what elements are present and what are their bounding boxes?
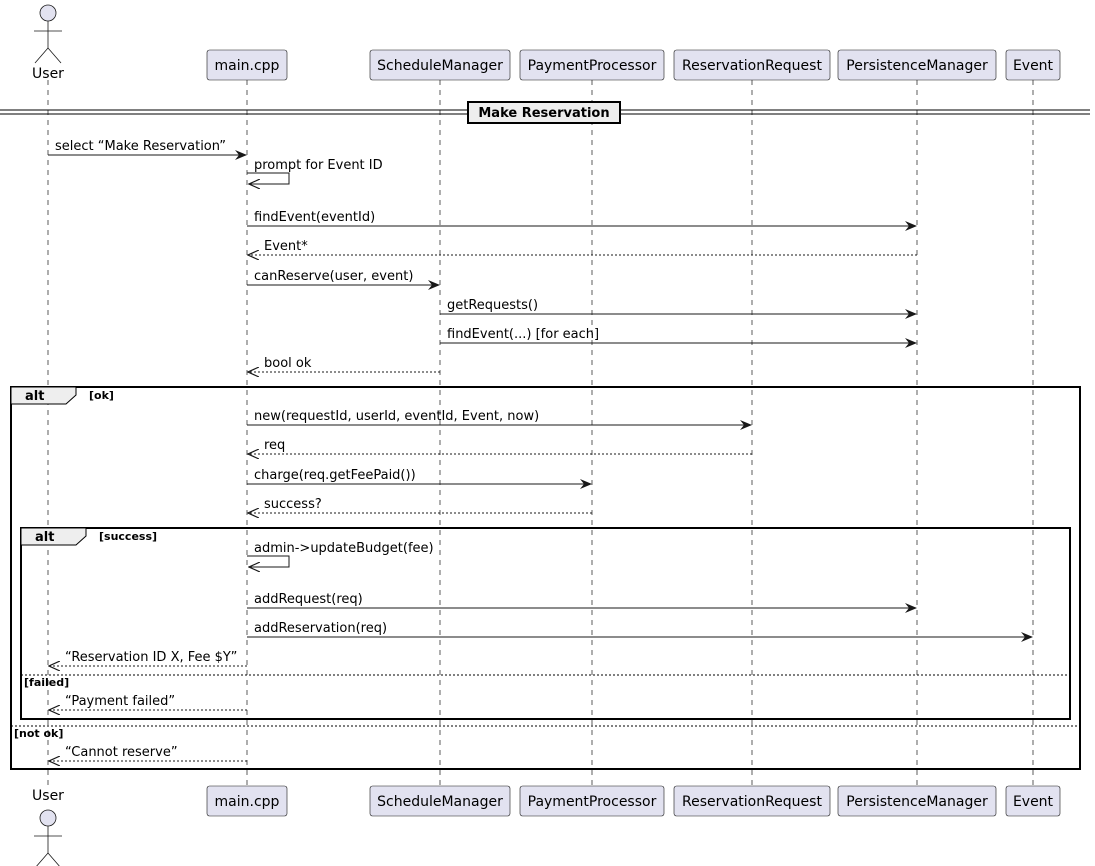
- message-4: [248, 239, 917, 255]
- alt-fragment-ok-keyword: alt: [25, 389, 45, 404]
- alt-fragment-ok-else-guard: [not ok]: [14, 727, 64, 740]
- message-label: canReserve(user, event): [254, 269, 414, 284]
- participant-label-event-top: Event: [1012, 58, 1054, 74]
- alt-fragment-success-else-guard: [failed]: [24, 676, 70, 689]
- message-label: “Cannot reserve”: [65, 745, 178, 760]
- participant-label-user-top: User: [32, 66, 64, 82]
- participant-label-main-bottom: main.cpp: [214, 794, 280, 810]
- message-label: admin->updateBudget(fee): [254, 541, 434, 556]
- message-label: new(requestId, userId, eventId, Event, now): [254, 409, 540, 424]
- participant-label-event-bottom: Event: [1012, 794, 1054, 810]
- message-label: success?: [264, 497, 322, 512]
- message-label: addRequest(req): [254, 592, 363, 607]
- actor-head: [40, 810, 56, 826]
- alt-fragment-ok-guard: [ok]: [89, 389, 114, 402]
- message-10: [248, 438, 752, 454]
- alt-fragment-success-frame: [21, 528, 1070, 719]
- divider-label: Make Reservation: [478, 106, 610, 121]
- actor-leg-right: [48, 48, 61, 63]
- message-arrow: [247, 556, 289, 567]
- message-6: [440, 298, 916, 314]
- message-16: [49, 650, 247, 666]
- message-label: charge(req.getFeePaid()): [254, 468, 416, 483]
- actor-leg-left: [35, 853, 48, 866]
- actor-user-top: [34, 5, 62, 63]
- message-14: [247, 592, 916, 608]
- message-label: findEvent(...) [for each]: [447, 327, 600, 342]
- message-13: [247, 541, 434, 567]
- participant-label-persist-top: PersistenceManager: [846, 58, 988, 74]
- message-11: [247, 468, 591, 484]
- participant-label-sched-top: ScheduleManager: [377, 58, 503, 74]
- message-label: bool ok: [264, 356, 312, 371]
- participant-label-pay-bottom: PaymentProcessor: [527, 794, 657, 810]
- actor-head: [40, 5, 56, 21]
- message-arrow: [247, 173, 289, 184]
- lifelines: [48, 80, 1033, 786]
- alt-fragment-success-keyword: alt: [35, 530, 55, 545]
- message-5: [247, 269, 439, 285]
- message-1: [48, 139, 246, 155]
- message-label: findEvent(eventId): [254, 210, 376, 225]
- message-label: addReservation(req): [254, 621, 388, 636]
- message-2: [247, 158, 383, 184]
- alt-fragment-success: [21, 528, 1070, 719]
- message-label: getRequests(): [447, 298, 539, 313]
- message-label: Event*: [264, 239, 308, 254]
- actor-user-bottom: [34, 810, 62, 866]
- participant-label-user-bottom: User: [32, 788, 64, 804]
- message-3: [247, 210, 916, 226]
- alt-fragment-ok: [11, 387, 1080, 769]
- fragments: [11, 387, 1080, 769]
- message-label: req: [264, 438, 286, 453]
- message-12: [248, 497, 592, 513]
- message-label: “Reservation ID X, Fee $Y”: [65, 650, 238, 665]
- message-17: [49, 694, 247, 710]
- participant-label-sched-bottom: ScheduleManager: [377, 794, 503, 810]
- message-label: prompt for Event ID: [254, 158, 383, 173]
- participant-label-pay-top: PaymentProcessor: [527, 58, 657, 74]
- alt-fragment-success-guard: [success]: [99, 530, 158, 543]
- participant-label-req-bottom: ReservationRequest: [682, 794, 822, 810]
- alt-fragment-ok-frame: [11, 387, 1080, 769]
- participant-label-persist-bottom: PersistenceManager: [846, 794, 988, 810]
- participant-label-main-top: main.cpp: [214, 58, 280, 74]
- participant-label-req-top: ReservationRequest: [682, 58, 822, 74]
- message-7: [440, 327, 916, 343]
- message-15: [247, 621, 1032, 637]
- actor-leg-right: [48, 853, 61, 866]
- participants: [32, 5, 1060, 866]
- section-divider: [0, 102, 1090, 123]
- message-8: [248, 356, 440, 372]
- message-9: [247, 409, 751, 425]
- message-18: [49, 745, 247, 761]
- message-label: select “Make Reservation”: [55, 139, 227, 154]
- actor-leg-left: [35, 48, 48, 63]
- message-label: “Payment failed”: [65, 694, 176, 709]
- messages: [48, 139, 1032, 761]
